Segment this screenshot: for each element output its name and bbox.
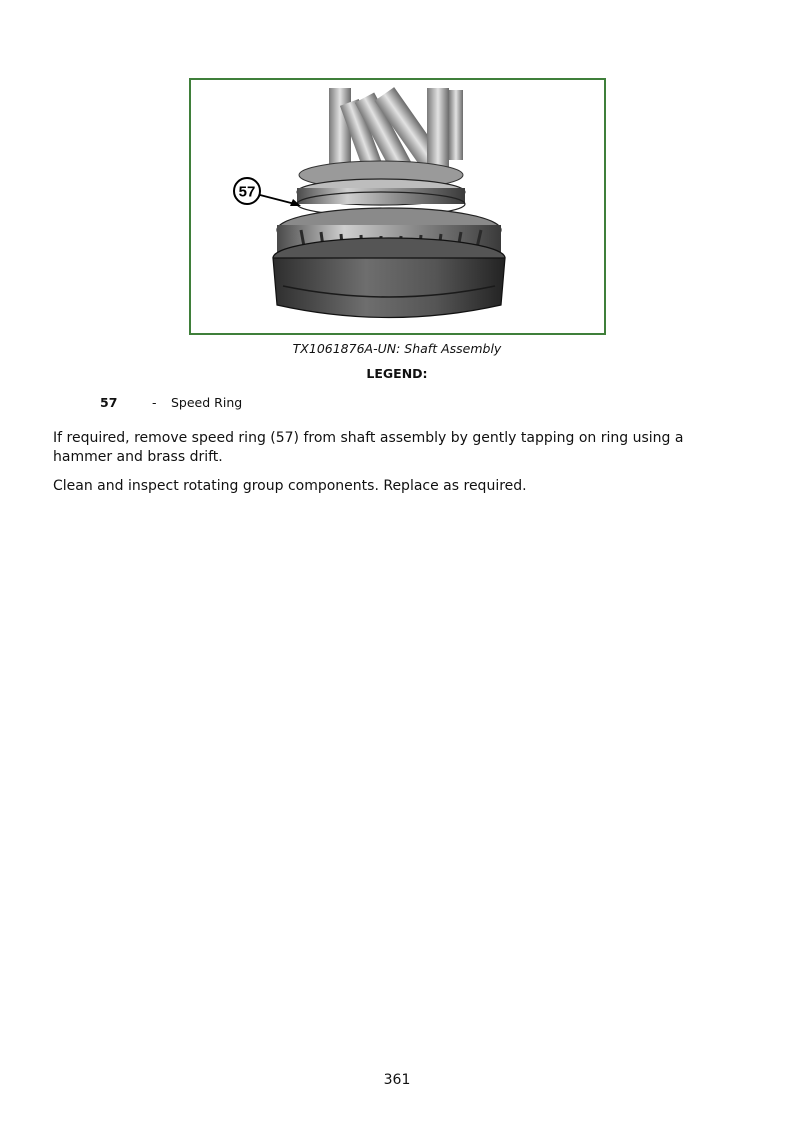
legend-title: LEGEND: — [366, 366, 428, 381]
legend-item-description: Speed Ring — [171, 395, 243, 410]
shaft-assembly-illustration — [191, 80, 604, 333]
callout-57 — [234, 178, 301, 206]
instruction-paragraph-1: If required, remove speed ring (57) from shaft assembly by gently tapping on ring using a hammer and brass drift. — [53, 430, 684, 465]
figure-frame — [189, 78, 606, 335]
instruction-paragraph-2: Clean and inspect rotating group components. Replace as required. — [53, 478, 527, 494]
cylinder-block — [273, 238, 505, 318]
callout-number: 57 — [238, 183, 256, 201]
legend-item-number: 57 — [100, 395, 118, 410]
page-number: 361 — [383, 1072, 411, 1088]
legend-item-separator: - — [152, 395, 157, 410]
figure-caption: TX1061876A-UN: Shaft Assembly — [292, 341, 502, 356]
